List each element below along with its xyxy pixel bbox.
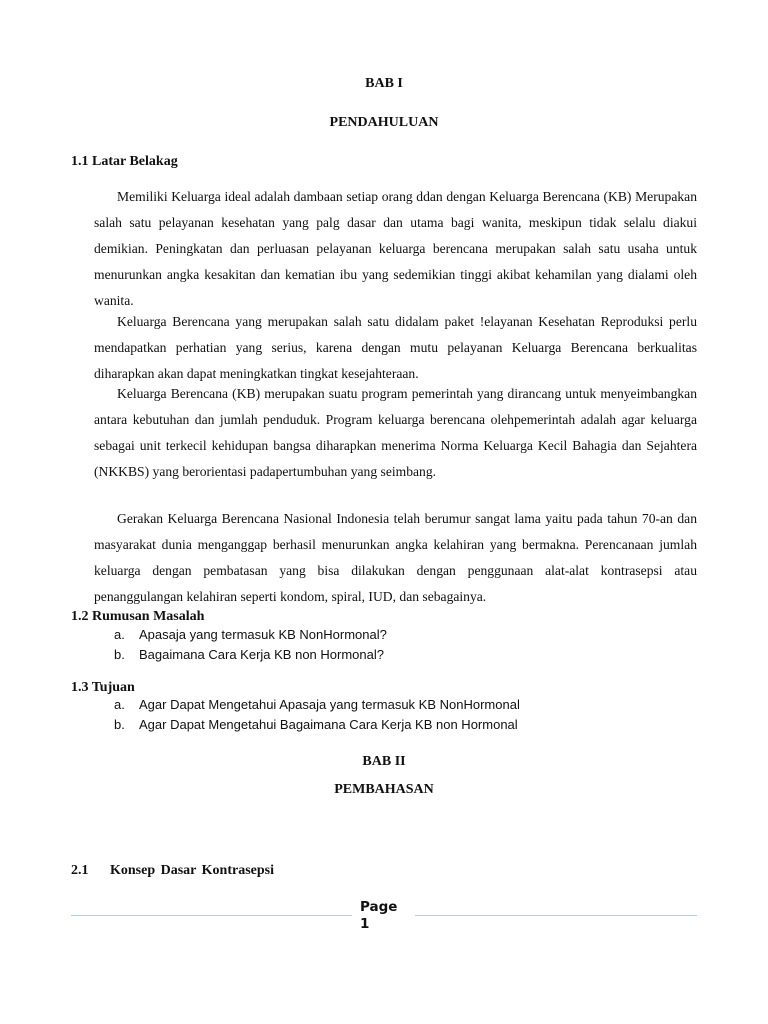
list-marker: a. (114, 627, 125, 642)
chapter-title: BAB I (365, 76, 403, 91)
paragraph: Memiliki Keluarga ideal adalah dambaan setiap orang ddan dengan Keluarga Berencana (KB) Merupakan salah satu pelayanan kesehatan yang palg dasar dan utama bagi wanita, meskipun tidak selalu diakui demikian. Peningkatan dan perluasan pelayanan keluarga berencana merupakan salah satu usaha untuk menurunkan angka kesakitan dan kematian ibu yang sedemikian tinggi akibat kehamilan yang dialami oleh wanita. (94, 189, 697, 308)
paragraph: Gerakan Keluarga Berencana Nasional Indonesia telah berumur sangat lama yaitu pada tahun 70-an dan masyarakat dunia menganggap berhasil menurunkan angka kelahiran yang bermakna. Perencanaan jumlah keluarga dengan pembatasan yang bisa dilakukan dengan penggunaan alat-alat kontrasepsi atau penanggulangan kelahiran seperti kondom, spiral, IUD, dan sebagainya. (94, 511, 697, 604)
paragraph: Keluarga Berencana yang merupakan salah satu didalam paket !elayanan Kesehatan Reproduksi perlu mendapatkan perhatian yang serius, karena dengan mutu pelayanan Keluarga Berencana berkualitas diharapkan akan dapat meningkatkan tingkat kesejahteraan. (94, 314, 697, 381)
section-heading-1-3: 1.3 Tujuan (71, 680, 135, 695)
list-item-text: Agar Dapat Mengetahui Apasaja yang termasuk KB NonHormonal (139, 697, 520, 712)
list-item (94, 645, 387, 665)
list-item-text: Agar Dapat Mengetahui Bagaimana Cara Kerja KB non Hormonal (139, 717, 518, 732)
section-heading-1-2: 1.2 Rumusan Masalah (71, 609, 205, 624)
section-heading-1-1: 1.1 Latar Belakag (71, 154, 178, 169)
goal-list (94, 695, 520, 735)
page-number (360, 899, 410, 933)
problem-list (94, 625, 387, 665)
list-item (94, 715, 520, 735)
chapter-subtitle: PENDAHULUAN (329, 115, 439, 130)
list-item (94, 625, 387, 645)
section-heading-2-1: Konsep Dasar Kontrasepsi (110, 863, 274, 878)
page-label: Page (360, 899, 398, 915)
chapter-title: BAB II (362, 754, 406, 769)
list-marker: a. (114, 697, 125, 712)
chapter-subtitle: PEMBAHASAN (334, 782, 434, 797)
list-item-text: Apasaja yang termasuk KB NonHormonal? (139, 627, 387, 642)
list-marker: b. (114, 647, 125, 662)
list-item-text: Bagaimana Cara Kerja KB non Hormonal? (139, 647, 384, 662)
footer-rule-left (71, 915, 352, 916)
section-number-2-1: 2.1 (71, 863, 89, 878)
page-number-value: 1 (360, 916, 370, 932)
list-item (94, 695, 520, 715)
paragraph: Keluarga Berencana (KB) merupakan suatu program pemerintah yang dirancang untuk menyeimbangkan antara kebutuhan dan jumlah penduduk. Program keluarga berencana olehpemerintah adalah agar keluarga sebagai unit terkecil kehidupan bangsa diharapkan menerima Norma Keluarga Kecil Bahagia dan Sejahtera (NKKBS) yang berorientasi padapertumbuhan yang seimbang. (94, 386, 697, 479)
footer-rule-right (415, 915, 697, 916)
list-marker: b. (114, 717, 125, 732)
